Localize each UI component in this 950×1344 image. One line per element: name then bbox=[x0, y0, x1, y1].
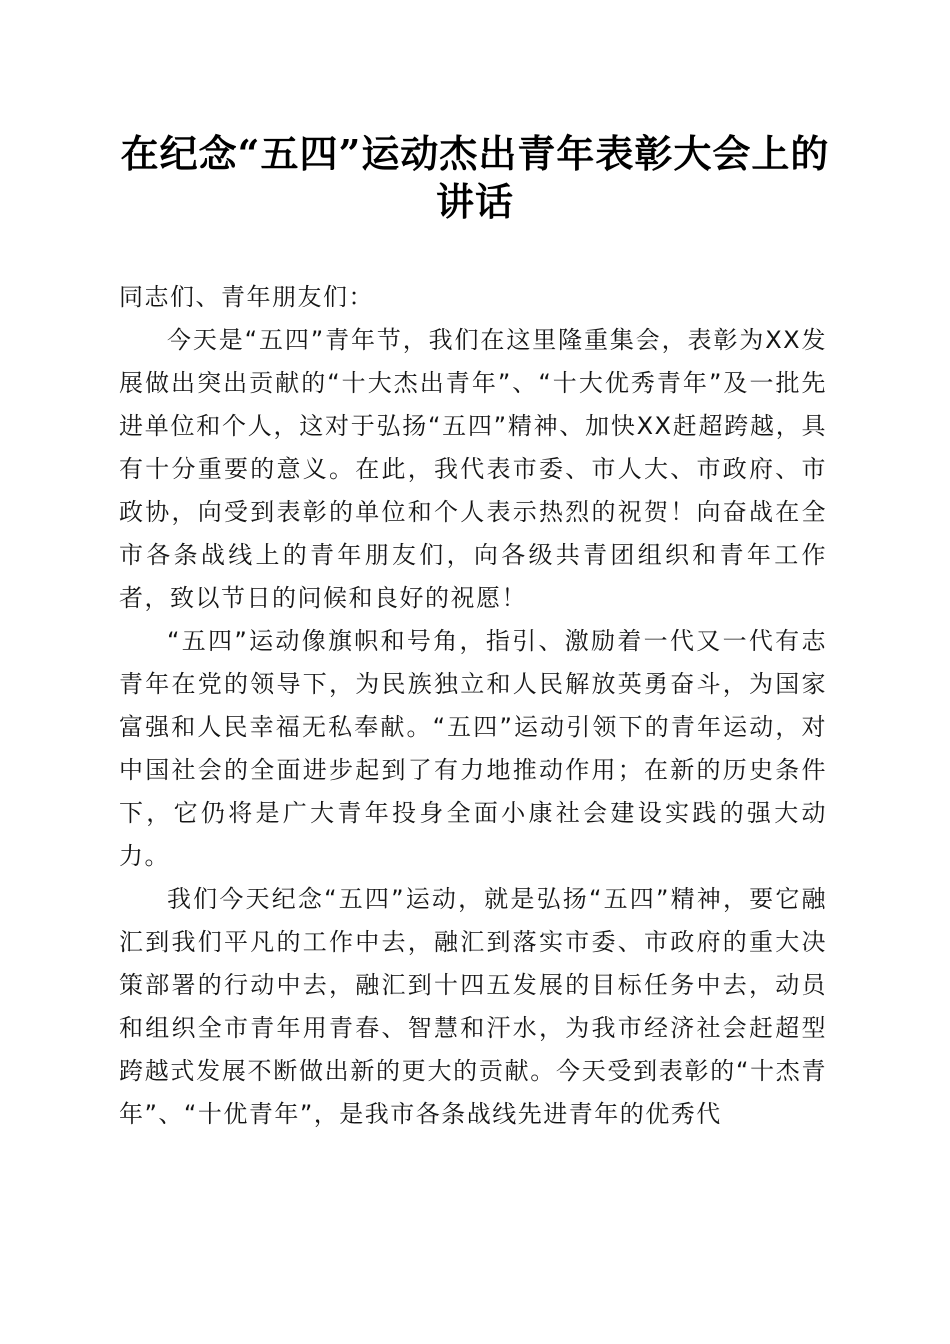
paragraph-2: “五四”运动像旗帜和号角，指引、激励着一代又一代有志青年在党的领导下，为民族独立和人民解放英勇奋斗，为国家富强和人民幸福无私奉献。“五四”运动引领下的青年运动，对中国社会的全面进步起到了有力地推动作用；在新的历史条件下，它仍将是广大青年投身全面小康社会建设实践的强大动力。 bbox=[119, 627, 827, 870]
salutation: 同志们、青年朋友们： bbox=[119, 283, 374, 311]
document-title: 在纪念“五四”运动杰出青年表彰大会上的讲话 bbox=[120, 131, 830, 224]
paragraph-3: 我们今天纪念“五四”运动，就是弘扬“五四”精神，要它融汇到我们平凡的工作中去，融汇到落实市委、市政府的重大决策部署的行动中去，融汇到十四五发展的目标任务中去，动员和组织全市青年用青春、智慧和汗水，为我市经济社会赶超型跨越式发展不断做出新的更大的贡献。今天受到表彰的“十杰青年”、“十优青年”，是我市各条战线先进青年的优秀代 bbox=[119, 885, 827, 1128]
document-body bbox=[119, 276, 827, 1136]
paragraph-1: 今天是“五四”青年节，我们在这里隆重集会，表彰为XX发展做出突出贡献的“十大杰出青年”、“十大优秀青年”及一批先进单位和个人，这对于弘扬“五四”精神、加快XX赶超跨越，具有十分重要的意义。在此，我代表市委、市人大、市政府、市政协，向受到表彰的单位和个人表示热烈的祝贺！向奋战在全市各条战线上的青年朋友们，向各级共青团组织和青年工作者，致以节日的问候和良好的祝愿！ bbox=[119, 326, 827, 612]
